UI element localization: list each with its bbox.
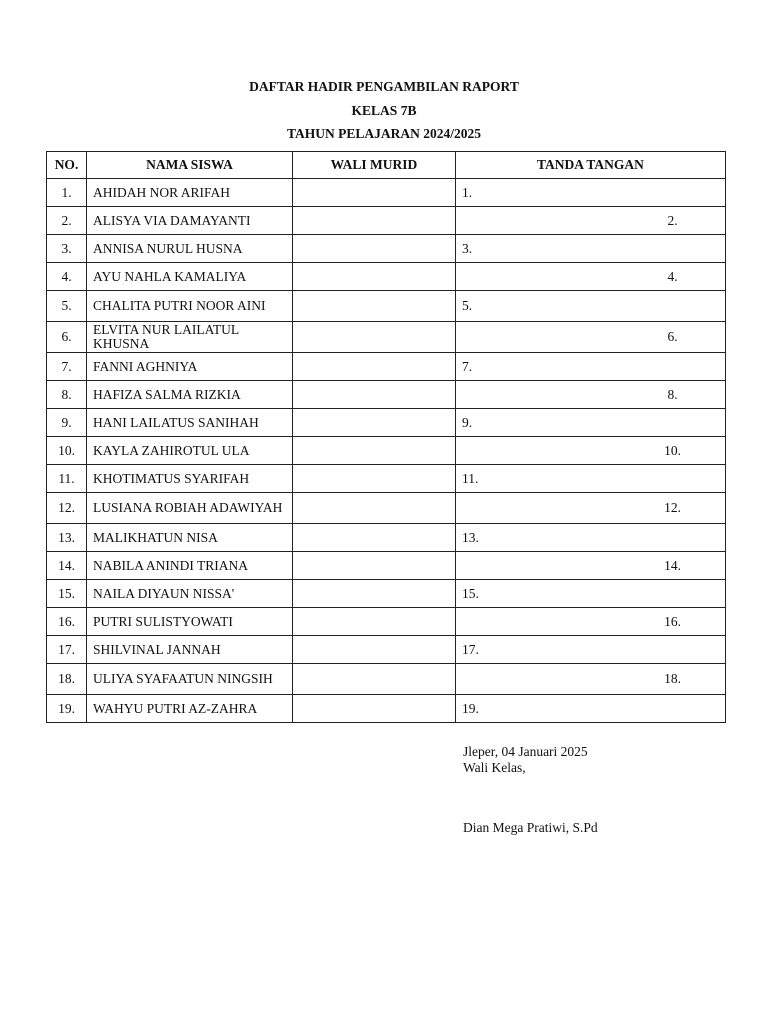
student-name: LUSIANA ROBIAH ADAWIYAH xyxy=(87,493,293,524)
student-name: HAFIZA SALMA RIZKIA xyxy=(87,381,293,409)
student-name: PUTRI SULISTYOWATI xyxy=(87,608,293,636)
signature-cell: 10. xyxy=(456,437,726,465)
class-label: KELAS 7B xyxy=(351,102,417,118)
table-row xyxy=(47,695,726,723)
student-name: MALIKHATUN NISA xyxy=(87,524,293,552)
signature-cell: 7. xyxy=(456,353,726,381)
guardian-cell xyxy=(293,695,456,723)
signature-cell: 1. xyxy=(456,179,726,207)
table-row xyxy=(47,437,726,465)
signer-name: Dian Mega Pratiwi, S.Pd xyxy=(463,820,598,835)
student-name: NABILA ANINDI TRIANA xyxy=(87,552,293,580)
signature-cell: 16. xyxy=(456,608,726,636)
row-number: 14. xyxy=(47,552,87,580)
place-date: Jleper, 04 Januari 2025 xyxy=(463,744,588,759)
student-name: AHIDAH NOR ARIFAH xyxy=(87,179,293,207)
document-title: DAFTAR HADIR PENGAMBILAN RAPORT xyxy=(249,79,519,94)
closing-block xyxy=(463,744,588,776)
signature-cell: 19. xyxy=(456,695,726,723)
row-number: 19. xyxy=(47,695,87,723)
column-header-no: NO. xyxy=(47,152,87,179)
row-number: 4. xyxy=(47,263,87,291)
signature-cell: 17. xyxy=(456,636,726,664)
guardian-cell xyxy=(293,664,456,695)
table-row xyxy=(47,580,726,608)
table-row xyxy=(47,381,726,409)
student-name: AYU NAHLA KAMALIYA xyxy=(87,263,293,291)
table-row xyxy=(47,291,726,322)
guardian-cell xyxy=(293,179,456,207)
table-row xyxy=(47,179,726,207)
table-row xyxy=(47,552,726,580)
table-row xyxy=(47,524,726,552)
row-number: 17. xyxy=(47,636,87,664)
signature-cell: 13. xyxy=(456,524,726,552)
guardian-cell xyxy=(293,636,456,664)
student-name: NAILA DIYAUN NISSA' xyxy=(87,580,293,608)
signature-cell: 11. xyxy=(456,465,726,493)
table-row xyxy=(47,409,726,437)
table-row xyxy=(47,465,726,493)
guardian-cell xyxy=(293,580,456,608)
table-row xyxy=(47,608,726,636)
document-header xyxy=(0,78,768,149)
signature-cell: 14. xyxy=(456,552,726,580)
row-number: 11. xyxy=(47,465,87,493)
signature-cell: 4. xyxy=(456,263,726,291)
guardian-cell xyxy=(293,207,456,235)
student-name: ANNISA NURUL HUSNA xyxy=(87,235,293,263)
row-number: 3. xyxy=(47,235,87,263)
guardian-cell xyxy=(293,465,456,493)
signature-cell: 8. xyxy=(456,381,726,409)
signature-cell: 2. xyxy=(456,207,726,235)
row-number: 15. xyxy=(47,580,87,608)
row-number: 5. xyxy=(47,291,87,322)
guardian-cell xyxy=(293,263,456,291)
signature-cell: 18. xyxy=(456,664,726,695)
student-name: KAYLA ZAHIROTUL ULA xyxy=(87,437,293,465)
row-number: 16. xyxy=(47,608,87,636)
row-number: 10. xyxy=(47,437,87,465)
table-row xyxy=(47,664,726,695)
student-name: CHALITA PUTRI NOOR AINI xyxy=(87,291,293,322)
guardian-cell xyxy=(293,322,456,353)
table-row xyxy=(47,207,726,235)
row-number: 2. xyxy=(47,207,87,235)
table-header-row xyxy=(47,152,726,179)
signature-cell: 5. xyxy=(456,291,726,322)
guardian-cell xyxy=(293,353,456,381)
guardian-cell xyxy=(293,381,456,409)
signature-cell: 9. xyxy=(456,409,726,437)
student-name: ELVITA NUR LAILATUL KHUSNA xyxy=(87,322,293,353)
student-name: KHOTIMATUS SYARIFAH xyxy=(87,465,293,493)
signature-cell: 6. xyxy=(456,322,726,353)
guardian-cell xyxy=(293,291,456,322)
student-name: ULIYA SYAFAATUN NINGSIH xyxy=(87,664,293,695)
student-name: FANNI AGHNIYA xyxy=(87,353,293,381)
row-number: 13. xyxy=(47,524,87,552)
column-header-name: NAMA SISWA xyxy=(87,152,293,179)
table-body xyxy=(47,179,726,723)
student-name: SHILVINAL JANNAH xyxy=(87,636,293,664)
student-name: WAHYU PUTRI AZ-ZAHRA xyxy=(87,695,293,723)
guardian-cell xyxy=(293,552,456,580)
column-header-guardian: WALI MURID xyxy=(293,152,456,179)
signature-cell: 12. xyxy=(456,493,726,524)
row-number: 8. xyxy=(47,381,87,409)
table-row xyxy=(47,235,726,263)
row-number: 7. xyxy=(47,353,87,381)
row-number: 6. xyxy=(47,322,87,353)
guardian-cell xyxy=(293,524,456,552)
guardian-cell xyxy=(293,235,456,263)
table-row xyxy=(47,322,726,353)
signer-role: Wali Kelas, xyxy=(463,760,526,775)
signature-cell: 3. xyxy=(456,235,726,263)
signature-cell: 15. xyxy=(456,580,726,608)
row-number: 1. xyxy=(47,179,87,207)
guardian-cell xyxy=(293,493,456,524)
guardian-cell xyxy=(293,437,456,465)
table-row xyxy=(47,636,726,664)
student-name: HANI LAILATUS SANIHAH xyxy=(87,409,293,437)
row-number: 12. xyxy=(47,493,87,524)
academic-year: TAHUN PELAJARAN 2024/2025 xyxy=(286,126,481,141)
guardian-cell xyxy=(293,608,456,636)
table-row xyxy=(47,353,726,381)
table-row xyxy=(47,263,726,291)
table-row xyxy=(47,493,726,524)
guardian-cell xyxy=(293,409,456,437)
student-name: ALISYA VIA DAMAYANTI xyxy=(87,207,293,235)
row-number: 18. xyxy=(47,664,87,695)
column-header-signature: TANDA TANGAN xyxy=(456,152,726,179)
attendance-table xyxy=(46,151,726,723)
row-number: 9. xyxy=(47,409,87,437)
